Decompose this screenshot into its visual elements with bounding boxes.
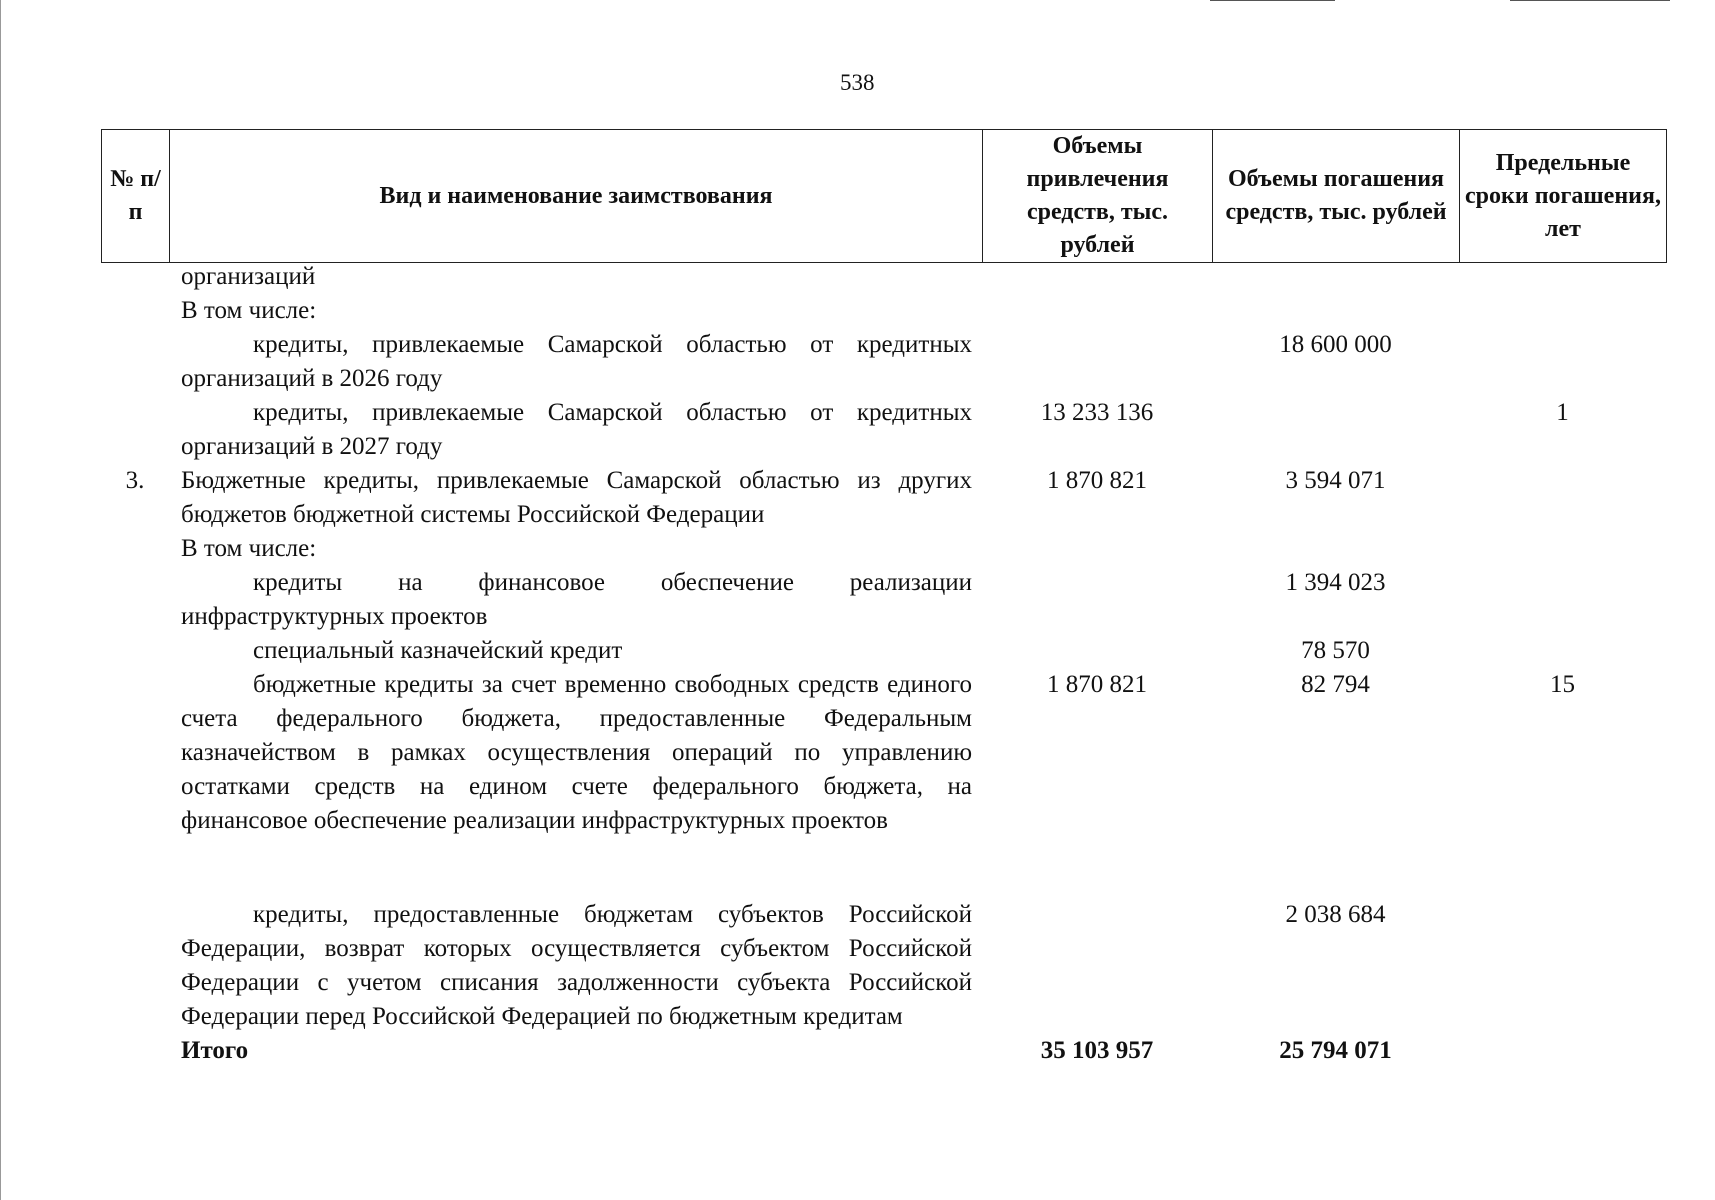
row-num <box>101 294 169 328</box>
row-term <box>1459 634 1666 668</box>
row-name: кредиты, привлекаемые Самарской областью от кредитных организаций в 2027 году <box>181 399 972 460</box>
row-num <box>101 566 169 634</box>
row-term <box>1459 532 1666 566</box>
row-repay <box>1212 396 1459 464</box>
row-num: 3. <box>125 467 145 494</box>
row-repay: 2 038 684 <box>1285 901 1386 928</box>
table-row <box>101 566 1666 634</box>
row-term <box>1459 294 1666 328</box>
row-name: В том числе: <box>181 535 317 562</box>
row-term <box>1459 328 1666 396</box>
row-num <box>101 328 169 396</box>
page-top-rule <box>1510 0 1670 1</box>
row-attract: 1 870 821 <box>1047 467 1147 494</box>
column-header-num: № п/п <box>102 130 170 263</box>
row-num <box>101 1034 169 1068</box>
row-repay <box>1212 260 1459 294</box>
total-row <box>101 1034 1666 1068</box>
row-attract <box>982 898 1212 1034</box>
column-header-repay: Объемы погашения средств, тыс. рублей <box>1213 130 1460 263</box>
row-attract: 13 233 136 <box>1040 399 1154 426</box>
table-row <box>101 260 1666 294</box>
row-name: кредиты на финансовое обеспечение реализации инфраструктурных проектов <box>181 569 972 630</box>
row-term: 1 <box>1556 399 1569 426</box>
row-repay: 78 570 <box>1301 637 1370 664</box>
column-header-name: Вид и наименование заимствования <box>170 130 983 263</box>
page-top-rule <box>1210 0 1335 1</box>
row-attract <box>982 634 1212 668</box>
row-attract <box>982 294 1212 328</box>
total-label: Итого <box>181 1037 249 1064</box>
table-row <box>101 668 1666 838</box>
row-repay <box>1212 294 1459 328</box>
column-header-attract: Объемы привлечения средств, тыс. рублей <box>983 130 1213 263</box>
row-name: кредиты, привлекаемые Самарской областью от кредитных организаций в 2026 году <box>181 331 972 392</box>
row-num <box>101 634 169 668</box>
row-attract: 1 870 821 <box>1047 671 1147 698</box>
row-name: бюджетные кредиты за счет временно свободных средств единого счета федерального бюджета, предоставленные Федеральным казначейством в рамках осуществления операций по управлению остатками средств на едином счете федерального бюджета, на финансовое обеспечение реализации инфраструктурных проектов <box>181 671 972 834</box>
table-row <box>101 898 1666 1034</box>
table-row <box>101 464 1666 532</box>
row-name: организаций <box>181 263 316 290</box>
row-term: 15 <box>1550 671 1575 698</box>
table-header <box>101 129 1667 263</box>
row-num <box>101 396 169 464</box>
row-repay: 1 394 023 <box>1285 569 1386 596</box>
table-row <box>101 634 1666 668</box>
row-num <box>101 532 169 566</box>
table-row <box>101 532 1666 566</box>
row-term <box>1459 898 1666 1034</box>
row-repay: 82 794 <box>1301 671 1370 698</box>
table-row <box>101 396 1666 464</box>
row-num <box>101 668 169 838</box>
row-attract <box>982 566 1212 634</box>
row-attract <box>982 532 1212 566</box>
row-name: специальный казначейский кредит <box>253 637 623 664</box>
spacer-row <box>101 838 1666 898</box>
row-attract <box>982 260 1212 294</box>
row-name: Бюджетные кредиты, привлекаемые Самарской областью из других бюджетов бюджетной системы Российской Федерации <box>181 467 972 528</box>
table-row <box>101 294 1666 328</box>
row-term <box>1459 566 1666 634</box>
total-repay: 25 794 071 <box>1279 1037 1392 1064</box>
row-num <box>101 898 169 1034</box>
row-term <box>1459 260 1666 294</box>
row-repay: 18 600 000 <box>1279 331 1392 358</box>
page-number: 538 <box>840 70 875 95</box>
column-header-term: Предельные сроки погашения, лет <box>1460 130 1667 263</box>
row-repay <box>1212 532 1459 566</box>
table-row <box>101 328 1666 396</box>
row-name: В том числе: <box>181 297 317 324</box>
total-attract: 35 103 957 <box>1040 1037 1154 1064</box>
total-term <box>1459 1034 1666 1068</box>
row-repay: 3 594 071 <box>1285 467 1386 494</box>
row-name: кредиты, предоставленные бюджетам субъектов Российской Федерации, возврат которых осуществляется субъектом Российской Федерации с учетом списания задолженности субъекта Российской Федерации перед Российской Федерацией по бюджетным кредитам <box>181 901 972 1030</box>
borrowings-table <box>101 260 1666 1068</box>
page-left-edge <box>0 0 1 1200</box>
row-attract <box>982 328 1212 396</box>
row-num <box>101 260 169 294</box>
row-term <box>1459 464 1666 532</box>
